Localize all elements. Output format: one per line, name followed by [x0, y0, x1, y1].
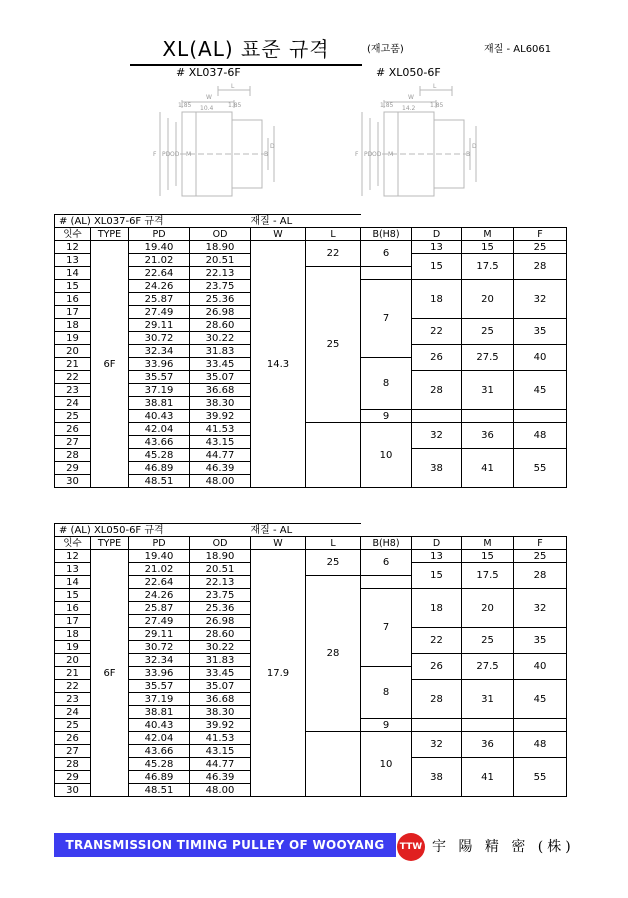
dim-L: L [433, 83, 437, 90]
cell-b-blank [361, 267, 412, 280]
cell-d: 22 [412, 319, 462, 345]
cell-b: 6 [361, 241, 412, 267]
cell-w: 17.9 [251, 550, 306, 797]
col-header-type: TYPE [91, 228, 129, 241]
cell-f: 28 [514, 563, 567, 589]
spec-table-xl050 [54, 523, 567, 797]
cell-teeth: 25 [55, 719, 91, 732]
cell-teeth: 19 [55, 641, 91, 654]
dim-F: F [355, 151, 359, 158]
cell-m: 17.5 [462, 254, 514, 280]
cell-teeth: 14 [55, 576, 91, 589]
dim-B: B [264, 151, 269, 158]
cell-f: 32 [514, 589, 567, 628]
cell-od: 18.90 [190, 241, 251, 254]
cell-od: 44.77 [190, 449, 251, 462]
cell-pd: 43.66 [129, 745, 190, 758]
cell-teeth: 21 [55, 358, 91, 371]
cell-teeth: 12 [55, 550, 91, 563]
dim-W: W [408, 94, 414, 101]
col-header-w: W [251, 228, 306, 241]
cell-od: 33.45 [190, 358, 251, 371]
table-caption: # (AL) XL037-6F 규격 [55, 215, 251, 228]
col-header-b: B(H8) [361, 228, 412, 241]
cell-od: 35.07 [190, 680, 251, 693]
cell-od: 22.13 [190, 267, 251, 280]
cell-od: 36.68 [190, 693, 251, 706]
cell-d: 26 [412, 345, 462, 371]
cell-teeth: 14 [55, 267, 91, 280]
col-header-b: B(H8) [361, 537, 412, 550]
cell-od: 18.90 [190, 550, 251, 563]
cell-f: 55 [514, 449, 567, 488]
cell-od: 33.45 [190, 667, 251, 680]
cell-teeth: 17 [55, 306, 91, 319]
cell-d: 13 [412, 241, 462, 254]
page-subtitle: (재고품) [367, 44, 404, 55]
cell-m-blank [462, 719, 514, 732]
cell-b: 7 [361, 589, 412, 667]
cell-m: 20 [462, 589, 514, 628]
cell-b: 8 [361, 667, 412, 719]
dim-D: D [472, 143, 477, 150]
ttw-logo-icon: TTW [397, 833, 425, 861]
cell-d: 22 [412, 628, 462, 654]
cell-od: 30.22 [190, 641, 251, 654]
cell-teeth: 30 [55, 475, 91, 488]
col-header-od: OD [190, 537, 251, 550]
cell-teeth: 18 [55, 319, 91, 332]
cell-d: 18 [412, 589, 462, 628]
table-caption-material: 재질 - AL [251, 215, 361, 228]
cell-teeth: 24 [55, 706, 91, 719]
cell-od: 35.07 [190, 371, 251, 384]
cell-l-blank [306, 423, 361, 488]
cell-pd: 21.02 [129, 254, 190, 267]
cell-d: 15 [412, 254, 462, 280]
diagram-label-xl050: # XL050-6F [376, 66, 441, 79]
cell-pd: 37.19 [129, 693, 190, 706]
cell-d: 28 [412, 680, 462, 719]
cell-od: 44.77 [190, 758, 251, 771]
cell-od: 30.22 [190, 332, 251, 345]
col-header-teeth: 잇수 [55, 537, 91, 550]
caption-spacer [361, 215, 567, 228]
cell-teeth: 26 [55, 732, 91, 745]
diagram-label-xl037: # XL037-6F [176, 66, 241, 79]
cell-d: 38 [412, 758, 462, 797]
cell-pd: 33.96 [129, 358, 190, 371]
cell-od: 41.53 [190, 732, 251, 745]
col-header-pd: PD [129, 228, 190, 241]
cell-pd: 29.11 [129, 628, 190, 641]
dim-185a: 1.85 [380, 102, 394, 109]
cell-pd: 22.64 [129, 576, 190, 589]
cell-m: 25 [462, 319, 514, 345]
cell-teeth: 18 [55, 628, 91, 641]
cell-od: 38.30 [190, 397, 251, 410]
cell-f: 45 [514, 680, 567, 719]
cell-l: 22 [306, 241, 361, 267]
cell-od: 46.39 [190, 771, 251, 784]
col-header-m: M [462, 228, 514, 241]
cell-pd: 43.66 [129, 436, 190, 449]
pulley-drawing-svg [342, 82, 482, 202]
cell-f: 32 [514, 280, 567, 319]
cell-pd: 30.72 [129, 641, 190, 654]
cell-d: 15 [412, 563, 462, 589]
cell-d: 28 [412, 371, 462, 410]
cell-pd: 21.02 [129, 563, 190, 576]
col-header-l: L [306, 537, 361, 550]
col-header-l: L [306, 228, 361, 241]
cell-od: 26.98 [190, 615, 251, 628]
cell-b: 7 [361, 280, 412, 358]
cell-teeth: 16 [55, 602, 91, 615]
cell-d: 32 [412, 732, 462, 758]
cell-od: 43.15 [190, 745, 251, 758]
cell-pd: 22.64 [129, 267, 190, 280]
cell-f: 40 [514, 345, 567, 371]
cell-pd: 24.26 [129, 280, 190, 293]
cell-teeth: 29 [55, 771, 91, 784]
cell-m-blank [462, 410, 514, 423]
cell-od: 20.51 [190, 563, 251, 576]
col-header-d: D [412, 537, 462, 550]
cell-f-blank [514, 410, 567, 423]
col-header-w: W [251, 537, 306, 550]
cell-b: 9 [361, 410, 412, 423]
cell-b: 6 [361, 550, 412, 576]
cell-f: 25 [514, 550, 567, 563]
col-header-type: TYPE [91, 537, 129, 550]
cell-od: 31.83 [190, 654, 251, 667]
cell-od: 25.36 [190, 293, 251, 306]
cell-teeth: 19 [55, 332, 91, 345]
cell-pd: 46.89 [129, 462, 190, 475]
cell-f: 45 [514, 371, 567, 410]
cell-pd: 45.28 [129, 449, 190, 462]
cell-m: 27.5 [462, 345, 514, 371]
cell-teeth: 27 [55, 745, 91, 758]
cell-teeth: 17 [55, 615, 91, 628]
cell-teeth: 28 [55, 449, 91, 462]
cell-l-blank [306, 732, 361, 797]
cell-pd: 35.57 [129, 680, 190, 693]
cell-pd: 32.34 [129, 345, 190, 358]
cell-pd: 48.51 [129, 784, 190, 797]
cell-od: 36.68 [190, 384, 251, 397]
cell-f: 25 [514, 241, 567, 254]
cell-teeth: 30 [55, 784, 91, 797]
cell-d: 18 [412, 280, 462, 319]
cell-teeth: 26 [55, 423, 91, 436]
dim-F: F [153, 151, 157, 158]
table-row [55, 241, 567, 254]
cell-pd: 48.51 [129, 475, 190, 488]
cell-d-blank [412, 719, 462, 732]
cell-teeth: 13 [55, 254, 91, 267]
page-title: XL(AL) 표준 규격 [130, 38, 362, 66]
table-caption: # (AL) XL050-6F 규격 [55, 524, 251, 537]
col-header-m: M [462, 537, 514, 550]
cell-f: 35 [514, 628, 567, 654]
cell-b: 10 [361, 732, 412, 797]
cell-od: 28.60 [190, 628, 251, 641]
cell-od: 38.30 [190, 706, 251, 719]
dim-185b: 1.85 [228, 102, 242, 109]
cell-od: 39.92 [190, 719, 251, 732]
dim-W: W [206, 94, 212, 101]
col-header-pd: PD [129, 537, 190, 550]
cell-teeth: 12 [55, 241, 91, 254]
cell-teeth: 22 [55, 680, 91, 693]
cell-l: 25 [306, 267, 361, 423]
table-caption-material: 재질 - AL [251, 524, 361, 537]
table-row [55, 732, 567, 745]
cell-teeth: 15 [55, 280, 91, 293]
col-header-d: D [412, 228, 462, 241]
cell-pd: 45.28 [129, 758, 190, 771]
cell-teeth: 24 [55, 397, 91, 410]
cell-type: 6F [91, 550, 129, 797]
cell-pd: 29.11 [129, 319, 190, 332]
cell-pd: 40.43 [129, 410, 190, 423]
cell-teeth: 20 [55, 654, 91, 667]
cell-d: 38 [412, 449, 462, 488]
cell-f: 28 [514, 254, 567, 280]
table-row [55, 550, 567, 563]
cell-m: 20 [462, 280, 514, 319]
spec-table-xl037 [54, 214, 567, 488]
cell-od: 25.36 [190, 602, 251, 615]
cell-od: 20.51 [190, 254, 251, 267]
footer-banner: TRANSMISSION TIMING PULLEY OF WOOYANG [54, 833, 396, 857]
cell-f: 48 [514, 423, 567, 449]
cell-b-blank [361, 576, 412, 589]
dim-PD: PD [162, 151, 171, 158]
pulley-drawing-xl037 [140, 82, 280, 202]
caption-spacer [361, 524, 567, 537]
cell-pd: 32.34 [129, 654, 190, 667]
cell-pd: 37.19 [129, 384, 190, 397]
cell-teeth: 20 [55, 345, 91, 358]
cell-type: 6F [91, 241, 129, 488]
cell-teeth: 29 [55, 462, 91, 475]
cell-od: 23.75 [190, 589, 251, 602]
cell-m: 25 [462, 628, 514, 654]
cell-teeth: 13 [55, 563, 91, 576]
cell-f-blank [514, 719, 567, 732]
material-label: 재질 - AL6061 [484, 44, 552, 55]
cell-od: 48.00 [190, 784, 251, 797]
cell-m: 15 [462, 241, 514, 254]
dim-PD: PD [364, 151, 373, 158]
cell-pd: 19.40 [129, 241, 190, 254]
cell-pd: 46.89 [129, 771, 190, 784]
dim-185a: 1.85 [178, 102, 192, 109]
cell-pd: 19.40 [129, 550, 190, 563]
cell-teeth: 23 [55, 384, 91, 397]
cell-f: 40 [514, 654, 567, 680]
cell-l: 28 [306, 576, 361, 732]
cell-od: 41.53 [190, 423, 251, 436]
cell-m: 36 [462, 732, 514, 758]
col-header-f: F [514, 228, 567, 241]
dim-OD: OD [372, 151, 382, 158]
cell-pd: 35.57 [129, 371, 190, 384]
cell-od: 39.92 [190, 410, 251, 423]
dim-B: B [466, 151, 471, 158]
cell-od: 48.00 [190, 475, 251, 488]
cell-b: 8 [361, 358, 412, 410]
cell-d: 32 [412, 423, 462, 449]
dim-L: L [231, 83, 235, 90]
dim-D: D [270, 143, 275, 150]
cell-pd: 25.87 [129, 293, 190, 306]
pulley-drawing-svg [140, 82, 280, 202]
cell-teeth: 28 [55, 758, 91, 771]
cell-od: 22.13 [190, 576, 251, 589]
table-row [55, 423, 567, 436]
cell-f: 48 [514, 732, 567, 758]
cell-pd: 38.81 [129, 706, 190, 719]
dim-M: M [388, 151, 394, 158]
cell-teeth: 27 [55, 436, 91, 449]
cell-d-blank [412, 410, 462, 423]
cell-pd: 33.96 [129, 667, 190, 680]
cell-d: 13 [412, 550, 462, 563]
cell-teeth: 22 [55, 371, 91, 384]
cell-pd: 42.04 [129, 732, 190, 745]
cell-m: 41 [462, 449, 514, 488]
cell-f: 35 [514, 319, 567, 345]
cell-pd: 24.26 [129, 589, 190, 602]
cell-pd: 30.72 [129, 332, 190, 345]
cell-pd: 38.81 [129, 397, 190, 410]
cell-b: 10 [361, 423, 412, 488]
cell-od: 31.83 [190, 345, 251, 358]
cell-m: 41 [462, 758, 514, 797]
cell-m: 31 [462, 371, 514, 410]
cell-m: 27.5 [462, 654, 514, 680]
col-header-teeth: 잇수 [55, 228, 91, 241]
cell-od: 28.60 [190, 319, 251, 332]
cell-d: 26 [412, 654, 462, 680]
cell-m: 36 [462, 423, 514, 449]
cell-pd: 27.49 [129, 615, 190, 628]
cell-pd: 40.43 [129, 719, 190, 732]
cell-od: 46.39 [190, 462, 251, 475]
cell-teeth: 25 [55, 410, 91, 423]
cell-m: 17.5 [462, 563, 514, 589]
pulley-drawing-xl050 [342, 82, 482, 202]
dim-width: 14.2 [402, 105, 416, 112]
dim-width: 10.4 [200, 105, 214, 112]
cell-teeth: 16 [55, 293, 91, 306]
cell-l: 25 [306, 550, 361, 576]
cell-od: 26.98 [190, 306, 251, 319]
cell-teeth: 15 [55, 589, 91, 602]
dim-M: M [186, 151, 192, 158]
cell-pd: 42.04 [129, 423, 190, 436]
dim-185b: 1.85 [430, 102, 444, 109]
dim-OD: OD [170, 151, 180, 158]
cell-m: 15 [462, 550, 514, 563]
cell-f: 55 [514, 758, 567, 797]
cell-w: 14.3 [251, 241, 306, 488]
col-header-od: OD [190, 228, 251, 241]
company-name: 宇 陽 精 密 (株) [432, 839, 575, 855]
cell-pd: 25.87 [129, 602, 190, 615]
cell-m: 31 [462, 680, 514, 719]
cell-pd: 27.49 [129, 306, 190, 319]
cell-od: 23.75 [190, 280, 251, 293]
cell-b: 9 [361, 719, 412, 732]
cell-teeth: 21 [55, 667, 91, 680]
cell-teeth: 23 [55, 693, 91, 706]
col-header-f: F [514, 537, 567, 550]
cell-od: 43.15 [190, 436, 251, 449]
